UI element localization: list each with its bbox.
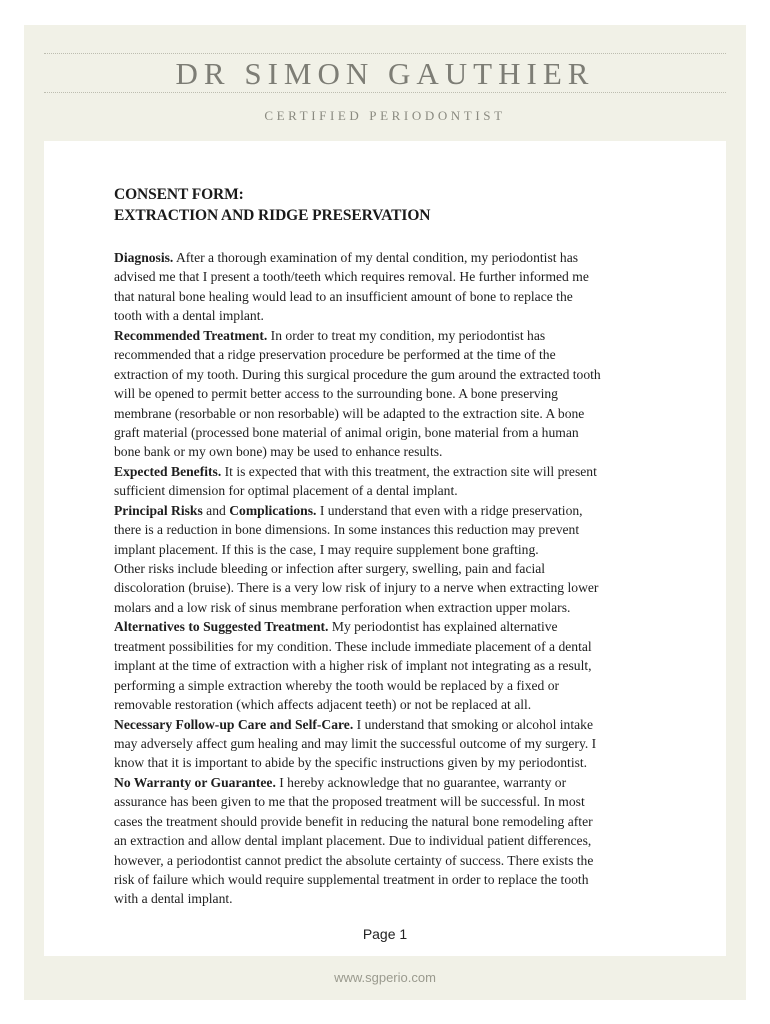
- consent-body-text: [114, 248, 659, 909]
- body-line: [114, 734, 659, 753]
- body-line: [114, 851, 659, 870]
- body-text-span: My periodontist has explained alternative: [328, 619, 558, 635]
- form-title: [114, 184, 654, 226]
- body-line: [114, 326, 659, 345]
- body-line: [114, 384, 659, 403]
- body-text-span: cases the treatment should provide benefit in reducing the natural bone remodeling after: [114, 813, 593, 829]
- body-line: [114, 520, 659, 539]
- body-line: [114, 248, 659, 267]
- body-text-span: graft material (processed bone material of animal origin, bone material from a human: [114, 424, 579, 440]
- body-line: [114, 559, 659, 578]
- body-line: [114, 598, 659, 617]
- body-text-span: sufficient dimension for optimal placement of a dental implant.: [114, 483, 458, 499]
- body-line: [114, 812, 659, 831]
- body-line: [114, 617, 659, 636]
- section-heading: No Warranty or Guarantee.: [114, 774, 276, 790]
- header-top-divider: [44, 53, 726, 54]
- body-line: [114, 792, 659, 811]
- section-heading: Principal Risks: [114, 502, 203, 518]
- body-line: [114, 423, 659, 442]
- body-line: [114, 578, 659, 597]
- body-text-span: removable restoration (which affects adjacent teeth) or not be replaced at all.: [114, 697, 532, 713]
- body-line: [114, 306, 659, 325]
- body-line: [114, 889, 659, 908]
- body-text-span: bone bank or my own bone) may be used to enhance results.: [114, 444, 443, 460]
- body-line: [114, 656, 659, 675]
- body-line: [114, 637, 659, 656]
- body-text-span: recommended that a ridge preservation procedure be performed at the time of the: [114, 347, 556, 363]
- body-line: [114, 462, 659, 481]
- body-text-span: extraction of my tooth. During this surgical procedure the gum around the extracted tooth: [114, 366, 601, 382]
- body-text-span: there is a reduction in bone dimensions. In some instances this reduction may prevent: [114, 522, 580, 538]
- header-bottom-divider: [44, 92, 726, 93]
- body-line: [114, 345, 659, 364]
- body-text-span: that natural bone healing would lead to an insufficient amount of bone to replace the: [114, 288, 573, 304]
- body-line: [114, 404, 659, 423]
- section-heading: Complications.: [229, 502, 317, 518]
- body-text-span: performing a simple extraction whereby the tooth would be replaced by a fixed or: [114, 677, 560, 693]
- section-heading: Necessary Follow-up Care and Self-Care.: [114, 716, 354, 732]
- body-text-span: may adversely affect gum healing and may limit the successful outcome of my surgery. I: [114, 735, 597, 751]
- body-text-span: I understand that even with a ridge preservation,: [316, 502, 583, 518]
- body-text-span: and: [202, 502, 230, 518]
- section-heading: Expected Benefits.: [114, 463, 222, 479]
- body-line: [114, 870, 659, 889]
- body-text-span: I understand that smoking or alcohol intake: [353, 716, 593, 732]
- body-text-span: molars and a low risk of sinus membrane perforation when extraction upper molars.: [114, 599, 571, 615]
- body-text-span: assurance has been given to me that the proposed treatment will be successful. In most: [114, 794, 585, 810]
- body-line: [114, 365, 659, 384]
- section-heading: Alternatives to Suggested Treatment.: [114, 619, 329, 635]
- body-text-span: implant at the time of extraction with a higher risk of implant not integrating as a result,: [114, 658, 592, 674]
- body-text-span: with a dental implant.: [114, 891, 233, 907]
- body-text-span: In order to treat my condition, my periodontist has: [267, 327, 546, 343]
- page-number: Page 1: [362, 926, 408, 942]
- body-line: [114, 715, 659, 734]
- body-text-span: membrane (resorbable or non resorbable) will be adapted to the extraction site. A bone: [114, 405, 585, 421]
- body-text-span: I hereby acknowledge that no guarantee, warranty or: [275, 774, 567, 790]
- form-title-line-2: EXTRACTION AND RIDGE PRESERVATION: [114, 207, 431, 224]
- website-link[interactable]: www.sgperio.com: [334, 970, 436, 985]
- doctor-title: CERTIFIED PERIODONTIST: [264, 108, 506, 123]
- body-line: [114, 287, 659, 306]
- body-line: [114, 540, 659, 559]
- section-heading: Diagnosis.: [114, 250, 174, 265]
- body-line: [114, 753, 659, 772]
- body-text-span: will be opened to permit better access to the surrounding bone. A bone preserving: [114, 386, 558, 402]
- body-text-span: After a thorough examination of my dental condition, my periodontist has: [173, 250, 579, 265]
- body-line: [114, 267, 659, 286]
- body-text-span: treatment possibilities for my condition. These include immediate placement of a dental: [114, 638, 592, 654]
- body-text-span: tooth with a dental implant.: [114, 308, 264, 324]
- form-title-line-1: CONSENT FORM:: [114, 186, 244, 203]
- body-line: [114, 773, 659, 792]
- body-text-span: implant placement. If this is the case, I may require supplement bone grafting.: [114, 541, 539, 557]
- body-line: [114, 481, 659, 500]
- body-text-span: an extraction and allow dental implant placement. Due to individual patient differences,: [114, 833, 592, 849]
- section-heading: Recommended Treatment.: [114, 327, 268, 343]
- body-line: [114, 501, 659, 520]
- body-line: [114, 676, 659, 695]
- body-text-span: however, a periodontist cannot predict the absolute certainty of success. There exists the: [114, 852, 594, 868]
- body-text-span: risk of failure which would require supplemental treatment in order to replace the tooth: [114, 872, 589, 887]
- body-text-span: It is expected that with this treatment, the extraction site will present: [221, 463, 597, 479]
- body-line: [114, 831, 659, 850]
- body-line: [114, 695, 659, 714]
- body-line: [114, 442, 659, 461]
- body-text-span: know that it is important to abide by the specific instructions given by my periodontist.: [114, 755, 588, 771]
- body-text-span: advised me that I present a tooth/teeth which requires removal. He further informed me: [114, 269, 589, 285]
- doctor-name: DR SIMON GAUTHIER: [175, 56, 595, 91]
- body-text-span: discoloration (bruise). There is a very low risk of injury to a nerve when extracting lower: [114, 580, 599, 596]
- body-text-span: Other risks include bleeding or infection after surgery, swelling, pain and facial: [114, 561, 546, 576]
